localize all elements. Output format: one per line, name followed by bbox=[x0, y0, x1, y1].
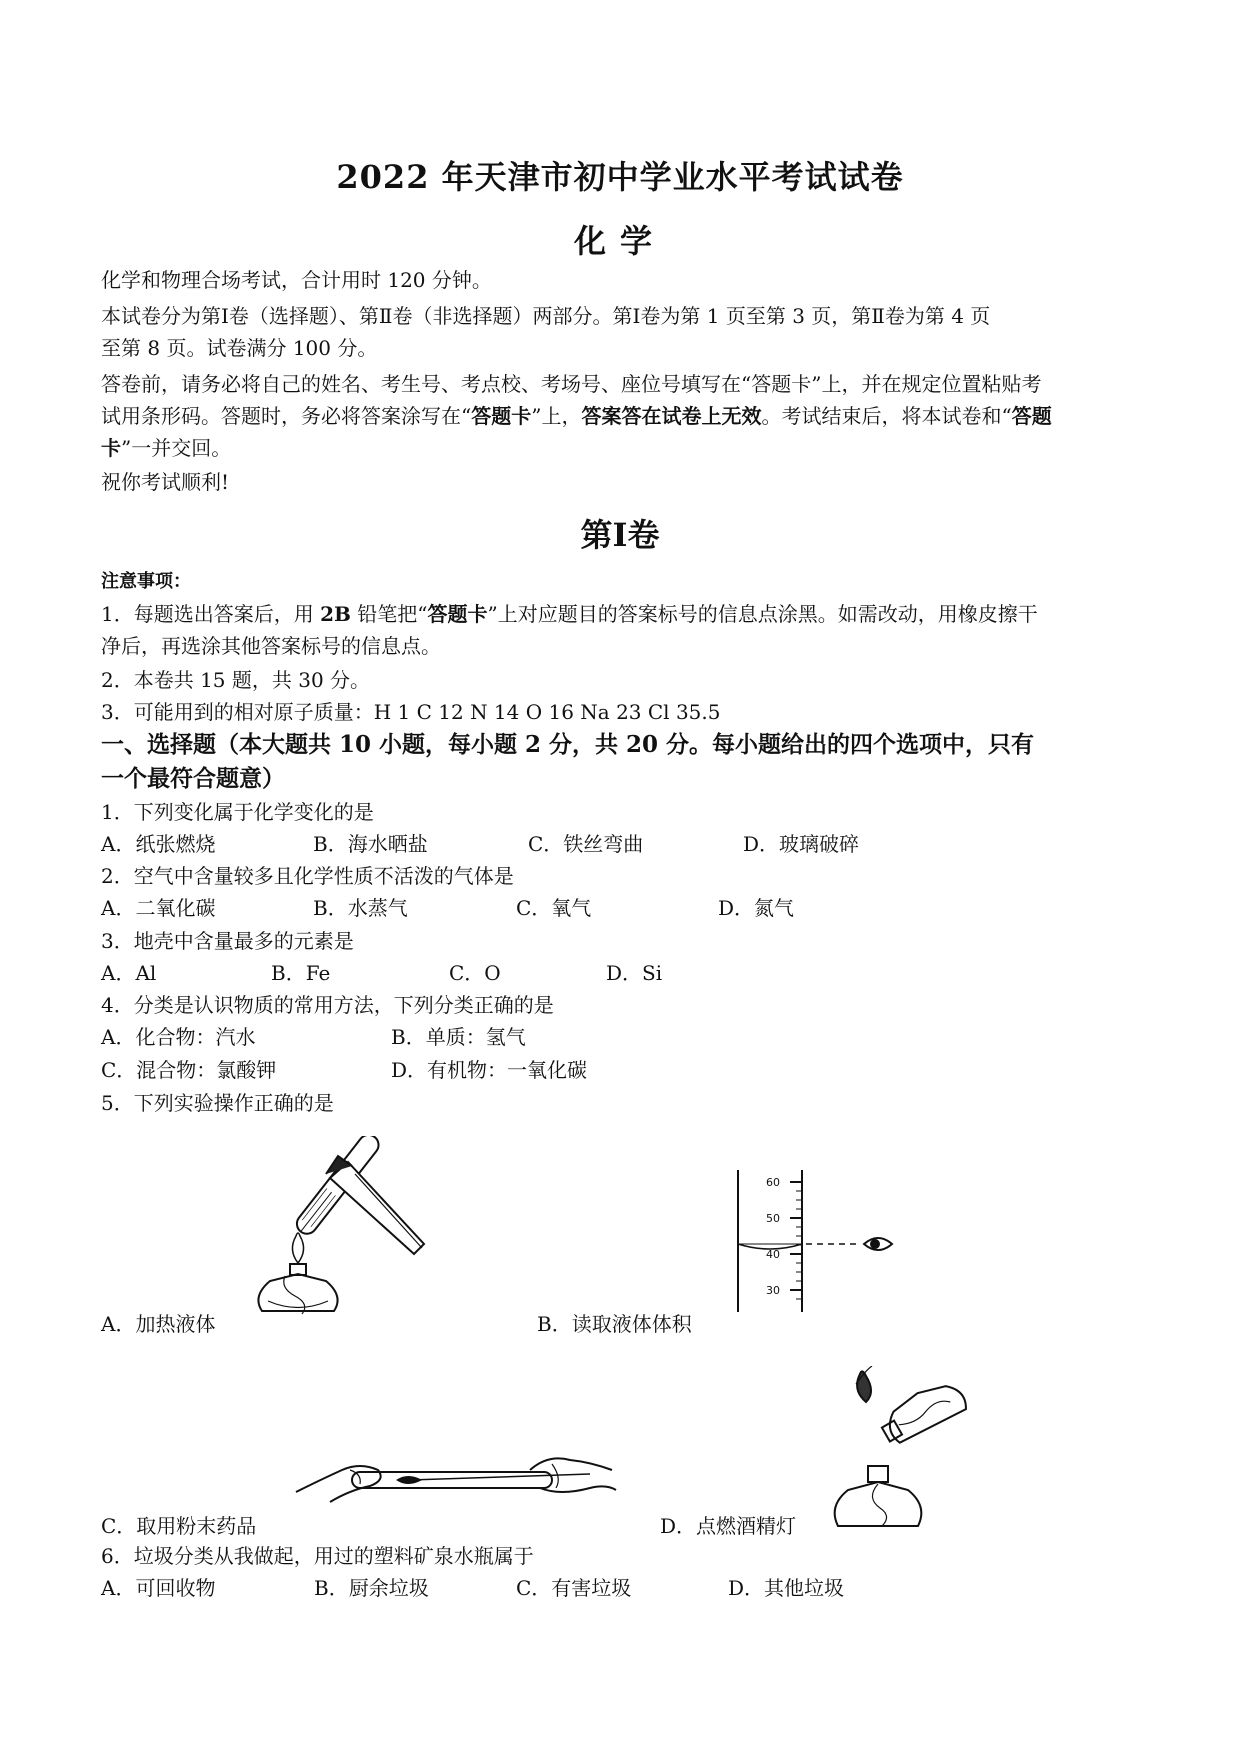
question-4-options-row-1 bbox=[101, 1021, 1141, 1053]
question-2-options bbox=[101, 892, 1141, 924]
graduated-cylinder-figure bbox=[722, 1166, 922, 1316]
question-5-stem: 5．下列实验操作正确的是 bbox=[101, 1091, 334, 1115]
question-1-stem: 1．下列变化属于化学变化的是 bbox=[101, 800, 374, 824]
intro-line-7: 祝你考试顺利! bbox=[101, 470, 230, 494]
pencil-type: 2B bbox=[320, 602, 351, 626]
question-4-options-row-2 bbox=[101, 1054, 1141, 1086]
option-d: D．玻璃破碎 bbox=[743, 832, 860, 856]
option-c: C．有害垃圾 bbox=[516, 1576, 632, 1600]
intro-line-5 bbox=[101, 400, 1141, 432]
answer-card-term: 卡 bbox=[101, 436, 121, 460]
intro-text: 试用条形码。答题时，务必将答案涂写在“ bbox=[101, 404, 472, 428]
option-b: B．水蒸气 bbox=[313, 896, 408, 920]
alcohol-lamp-figure bbox=[826, 1366, 982, 1536]
option-b: B．Fe bbox=[271, 961, 331, 985]
section-title: 第Ⅰ卷 bbox=[580, 516, 660, 554]
option-a: A．可回收物 bbox=[101, 1576, 216, 1600]
option-d: D．氮气 bbox=[718, 896, 795, 920]
exam-title: 2022 年天津市初中学业水平考试试卷 bbox=[336, 158, 904, 196]
answer-card-term: 答题卡 bbox=[471, 404, 532, 428]
invalid-warning: 答案答在试卷上无效 bbox=[581, 404, 762, 428]
intro-line-2: 本试卷分为第Ⅰ卷（选择题）、第Ⅱ卷（非选择题）两部分。第Ⅰ卷为第 1 页至第 3 页，第Ⅱ卷为第 4 页 bbox=[101, 304, 991, 328]
tick-label: 30 bbox=[766, 1284, 780, 1297]
notice-text: 1．每题选出答案后，用 bbox=[101, 602, 321, 626]
question-4-stem: 4．分类是认识物质的常用方法，下列分类正确的是 bbox=[101, 993, 554, 1017]
option-d: D．有机物：一氧化碳 bbox=[391, 1058, 588, 1082]
intro-line-1: 化学和物理合场考试，合计用时 120 分钟。 bbox=[101, 268, 492, 292]
tick-label: 60 bbox=[766, 1176, 780, 1189]
part-heading-line-2: 一个最符合题意） bbox=[101, 765, 285, 792]
option-c-caption: C．取用粉末药品 bbox=[101, 1514, 257, 1538]
intro-text: 。考试结束后，将本试卷和“ bbox=[761, 404, 1012, 428]
option-c: C．氧气 bbox=[516, 896, 592, 920]
option-a: A．纸张燃烧 bbox=[101, 832, 216, 856]
option-c: C．O bbox=[449, 961, 501, 985]
question-3-stem: 3．地壳中含量最多的元素是 bbox=[101, 929, 354, 953]
option-a-caption: A．加热液体 bbox=[101, 1312, 216, 1336]
question-2-stem: 2．空气中含量较多且化学性质不活泼的气体是 bbox=[101, 864, 514, 888]
tick-label: 40 bbox=[766, 1248, 780, 1261]
notice-2: 2．本卷共 15 题，共 30 分。 bbox=[101, 668, 371, 692]
intro-text: ”一并交回。 bbox=[121, 436, 232, 460]
heating-liquid-figure bbox=[240, 1136, 450, 1326]
option-c: C．铁丝弯曲 bbox=[528, 832, 644, 856]
option-b: B．厨余垃圾 bbox=[314, 1576, 429, 1600]
notice-3: 3．可能用到的相对原子质量：H 1 C 12 N 14 O 16 Na 23 Cl 35.5 bbox=[101, 700, 721, 724]
subject-title: 化学 bbox=[573, 222, 666, 260]
intro-line-3: 至第 8 页。试卷满分 100 分。 bbox=[101, 336, 378, 360]
intro-line-6 bbox=[101, 432, 1141, 464]
option-b: B．单质：氢气 bbox=[391, 1025, 526, 1049]
answer-card-term: 答题卡 bbox=[427, 602, 488, 626]
question-6-options bbox=[101, 1572, 1141, 1604]
notice-text: ”上对应题目的答案标号的信息点涂黑。如需改动，用橡皮擦干 bbox=[487, 602, 1038, 626]
notice-title: 注意事项： bbox=[101, 571, 191, 592]
part-heading-line-1: 一、选择题（本大题共 10 小题，每小题 2 分，共 20 分。每小题给出的四个选项中，只有 bbox=[101, 731, 1035, 758]
tick-label: 50 bbox=[766, 1212, 780, 1225]
notice-text: 铅笔把“ bbox=[350, 602, 428, 626]
question-3-options bbox=[101, 957, 1141, 989]
option-c: C．混合物：氯酸钾 bbox=[101, 1058, 277, 1082]
powder-reagent-figure bbox=[290, 1440, 620, 1510]
intro-line-4: 答卷前，请务必将自己的姓名、考生号、考点校、考场号、座位号填写在“答题卡”上，并在规定位置粘贴考 bbox=[101, 372, 1042, 396]
intro-text: ”上， bbox=[531, 404, 582, 428]
notice-1 bbox=[101, 598, 1141, 630]
option-a: A．二氧化碳 bbox=[101, 896, 216, 920]
question-6-stem: 6．垃圾分类从我做起，用过的塑料矿泉水瓶属于 bbox=[101, 1544, 534, 1568]
option-b-caption: B．读取液体体积 bbox=[537, 1312, 692, 1336]
option-a: A．Al bbox=[101, 961, 157, 985]
option-d-caption: D．点燃酒精灯 bbox=[660, 1514, 797, 1538]
notice-1-cont: 净后，再选涂其他答案标号的信息点。 bbox=[101, 634, 441, 658]
question-1-options bbox=[101, 828, 1141, 860]
option-b: B．海水晒盐 bbox=[313, 832, 428, 856]
option-a: A．化合物：汽水 bbox=[101, 1025, 256, 1049]
answer-card-term: 答题 bbox=[1011, 404, 1052, 428]
option-d: D．Si bbox=[606, 961, 663, 985]
option-d: D．其他垃圾 bbox=[728, 1576, 845, 1600]
